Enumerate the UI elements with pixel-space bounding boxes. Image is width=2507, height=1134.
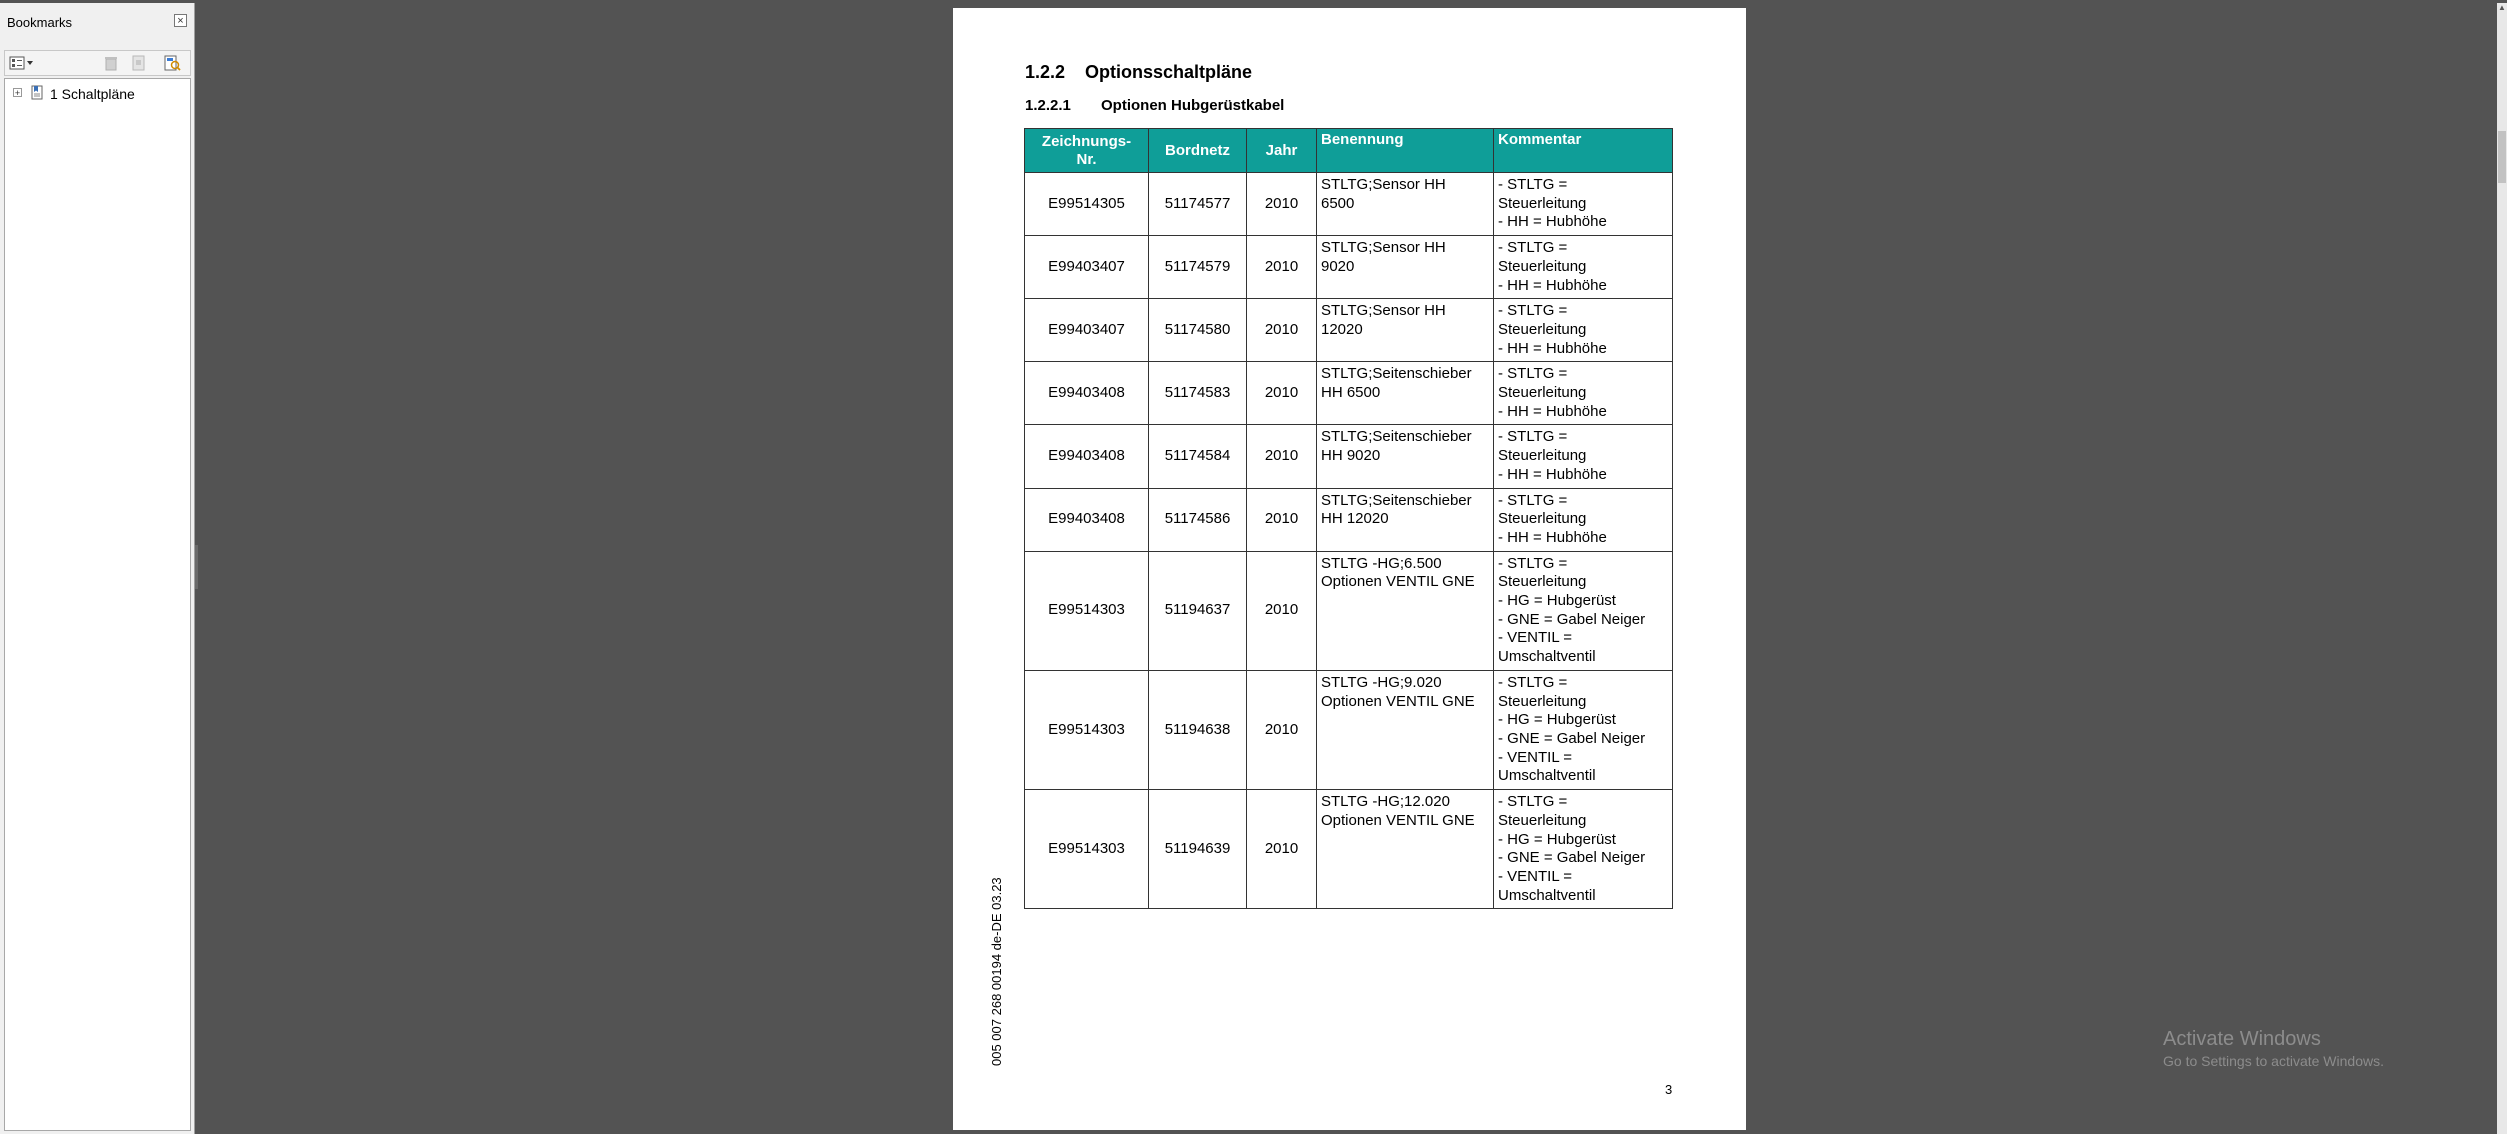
cell-kommentar xyxy=(1494,790,1673,909)
benennung-line: STLTG;Sensor HH xyxy=(1321,239,1446,257)
benennung-line: Optionen VENTIL GNE xyxy=(1321,573,1475,591)
table-body xyxy=(1025,173,1673,909)
cell-bordnetz: 51194638 xyxy=(1149,670,1247,789)
trash-icon[interactable] xyxy=(103,55,119,71)
kommentar-line: - STLTG = xyxy=(1498,365,1568,383)
bookmark-item-label: 1 Schaltpläne xyxy=(50,86,135,102)
kommentar-line: Umschaltventil xyxy=(1498,886,1596,904)
kommentar-line: Steuerleitung xyxy=(1498,447,1587,465)
cell-benennung xyxy=(1317,425,1494,488)
find-bookmark-icon[interactable] xyxy=(163,55,181,71)
kommentar-line: - HH = Hubhöhe xyxy=(1498,276,1607,294)
panel-splitter[interactable] xyxy=(195,545,198,589)
kommentar-line: - HH = Hubhöhe xyxy=(1498,213,1607,231)
section-title: Optionsschaltpläne xyxy=(1085,62,1253,82)
kommentar-line: - STLTG = xyxy=(1498,793,1568,811)
options-list-icon[interactable] xyxy=(9,55,35,71)
benennung-line: STLTG -HG;9.020 xyxy=(1321,673,1442,691)
cell-jahr: 2010 xyxy=(1247,551,1317,670)
section-number: 1.2.2 xyxy=(1025,62,1066,82)
table-row xyxy=(1025,362,1673,425)
cell-zeichnungs-nr: E99403408 xyxy=(1025,488,1149,551)
table-row xyxy=(1025,173,1673,236)
document-code: 005 007 268 00194 de-DE 03.23 xyxy=(989,877,1004,1066)
cell-jahr: 2010 xyxy=(1247,670,1317,789)
cell-zeichnungs-nr: E99403407 xyxy=(1025,236,1149,299)
cell-kommentar xyxy=(1494,551,1673,670)
kommentar-line: - STLTG = xyxy=(1498,176,1568,193)
column-header-benennung: Benennung xyxy=(1317,129,1494,173)
cell-zeichnungs-nr: E99403408 xyxy=(1025,362,1149,425)
kommentar-line: Umschaltventil xyxy=(1498,648,1596,666)
cell-jahr: 2010 xyxy=(1247,236,1317,299)
cell-bordnetz: 51174583 xyxy=(1149,362,1247,425)
benennung-line: Optionen VENTIL GNE xyxy=(1321,692,1475,710)
cell-jahr: 2010 xyxy=(1247,173,1317,236)
kommentar-line: - HG = Hubgerüst xyxy=(1498,711,1616,729)
benennung-line: STLTG;Seitenschieber xyxy=(1321,491,1472,509)
activation-watermark xyxy=(2163,1028,2384,1069)
watermark-title: Activate Windows xyxy=(2163,1028,2321,1050)
bookmarks-toolbar xyxy=(4,50,191,76)
kommentar-line: - VENTIL = xyxy=(1498,867,1573,885)
kommentar-line: Steuerleitung xyxy=(1498,257,1587,275)
cell-kommentar xyxy=(1494,425,1673,488)
expand-icon[interactable]: + xyxy=(14,88,21,98)
cell-jahr: 2010 xyxy=(1247,362,1317,425)
header-line: Nr. xyxy=(1076,150,1097,168)
scrollbar-thumb[interactable] xyxy=(2498,131,2506,183)
kommentar-line: Umschaltventil xyxy=(1498,767,1596,785)
column-header-kommentar: Kommentar xyxy=(1494,129,1673,173)
table-row xyxy=(1025,425,1673,488)
bookmark-page-icon xyxy=(31,85,45,101)
cell-benennung xyxy=(1317,299,1494,362)
cell-benennung xyxy=(1317,488,1494,551)
table-row xyxy=(1025,488,1673,551)
cell-jahr: 2010 xyxy=(1247,299,1317,362)
kommentar-line: - HG = Hubgerüst xyxy=(1498,830,1616,848)
benennung-line: 9020 xyxy=(1321,257,1355,275)
kommentar-line: Steuerleitung xyxy=(1498,194,1587,212)
kommentar-line: Steuerleitung xyxy=(1498,811,1587,829)
kommentar-line: Steuerleitung xyxy=(1498,573,1587,591)
kommentar-line: Steuerleitung xyxy=(1498,692,1587,710)
kommentar-line: Steuerleitung xyxy=(1498,384,1587,402)
kommentar-line: - GNE = Gabel Neiger xyxy=(1498,849,1646,867)
kommentar-line: - STLTG = xyxy=(1498,673,1568,691)
kommentar-line: - STLTG = xyxy=(1498,239,1568,257)
new-bookmark-icon[interactable] xyxy=(131,55,147,71)
kommentar-line: - STLTG = xyxy=(1498,554,1568,572)
kommentar-line: - VENTIL = xyxy=(1498,629,1573,647)
benennung-line: STLTG;Sensor HH xyxy=(1321,176,1446,193)
cell-zeichnungs-nr: E99514303 xyxy=(1025,790,1149,909)
page-number: 3 xyxy=(1665,1082,1673,1097)
kommentar-line: Steuerleitung xyxy=(1498,320,1587,338)
subsection-title: Optionen Hubgerüstkabel xyxy=(1101,97,1285,114)
vertical-scrollbar[interactable] xyxy=(2497,3,2507,1134)
cell-bordnetz: 51174579 xyxy=(1149,236,1247,299)
kommentar-line: - HH = Hubhöhe xyxy=(1498,528,1607,546)
cell-zeichnungs-nr: E99514303 xyxy=(1025,551,1149,670)
document-page xyxy=(953,8,1746,1130)
kommentar-line: - HH = Hubhöhe xyxy=(1498,402,1607,420)
cell-bordnetz: 51194639 xyxy=(1149,790,1247,909)
close-panel-button[interactable]: × xyxy=(174,14,187,27)
column-header-jahr: Jahr xyxy=(1247,129,1317,173)
bookmarks-panel xyxy=(0,3,195,1134)
cell-bordnetz: 51174586 xyxy=(1149,488,1247,551)
cell-zeichnungs-nr: E99514303 xyxy=(1025,670,1149,789)
column-header-zeichnungs-nr xyxy=(1025,129,1149,173)
benennung-line: HH 6500 xyxy=(1321,384,1381,402)
benennung-line: HH 12020 xyxy=(1321,510,1389,528)
table-row xyxy=(1025,790,1673,909)
table-row xyxy=(1025,236,1673,299)
cell-bordnetz: 51174577 xyxy=(1149,173,1247,236)
table-row xyxy=(1025,670,1673,789)
cell-benennung xyxy=(1317,236,1494,299)
benennung-line: HH 9020 xyxy=(1321,447,1381,465)
table-row xyxy=(1025,551,1673,670)
cell-bordnetz: 51194637 xyxy=(1149,551,1247,670)
cell-benennung xyxy=(1317,551,1494,670)
cell-kommentar xyxy=(1494,236,1673,299)
benennung-line: STLTG;Seitenschieber xyxy=(1321,428,1472,446)
kommentar-line: - HH = Hubhöhe xyxy=(1498,339,1607,357)
kommentar-line: Steuerleitung xyxy=(1498,510,1587,528)
cell-kommentar xyxy=(1494,173,1673,236)
subsection-number: 1.2.2.1 xyxy=(1025,97,1071,114)
wiring-diagram-table xyxy=(1024,128,1673,909)
subsection-heading xyxy=(1025,97,1284,114)
table-header-row xyxy=(1025,129,1673,173)
cell-kommentar xyxy=(1494,670,1673,789)
scroll-up-icon[interactable]: ▲ xyxy=(2498,3,2506,12)
bookmarks-panel-title: Bookmarks xyxy=(7,15,73,30)
cell-jahr: 2010 xyxy=(1247,425,1317,488)
benennung-line: STLTG -HG;12.020 xyxy=(1321,793,1450,811)
benennung-line: 6500 xyxy=(1321,194,1355,212)
cell-bordnetz: 51174584 xyxy=(1149,425,1247,488)
cell-jahr: 2010 xyxy=(1247,790,1317,909)
bookmarks-panel-header xyxy=(0,3,195,43)
cell-benennung xyxy=(1317,790,1494,909)
cell-bordnetz: 51174580 xyxy=(1149,299,1247,362)
cell-zeichnungs-nr: E99403407 xyxy=(1025,299,1149,362)
cell-zeichnungs-nr: E99514305 xyxy=(1025,173,1149,236)
kommentar-line: - HH = Hubhöhe xyxy=(1498,465,1607,483)
cell-benennung xyxy=(1317,362,1494,425)
cell-kommentar xyxy=(1494,488,1673,551)
column-header-bordnetz: Bordnetz xyxy=(1149,129,1247,173)
header-line: Zeichnungs- xyxy=(1041,132,1132,150)
cell-kommentar xyxy=(1494,362,1673,425)
benennung-line: STLTG -HG;6.500 xyxy=(1321,554,1442,572)
benennung-line: Optionen VENTIL GNE xyxy=(1321,811,1475,829)
kommentar-line: - STLTG = xyxy=(1498,428,1568,446)
table-row xyxy=(1025,299,1673,362)
bookmarks-tree xyxy=(4,78,191,1131)
benennung-line: 12020 xyxy=(1321,320,1363,338)
kommentar-line: - HG = Hubgerüst xyxy=(1498,592,1616,610)
kommentar-line: - STLTG = xyxy=(1498,302,1568,320)
kommentar-line: - GNE = Gabel Neiger xyxy=(1498,610,1646,628)
kommentar-line: - VENTIL = xyxy=(1498,748,1573,766)
watermark-subtitle: Go to Settings to activate Windows. xyxy=(2163,1053,2384,1069)
cell-kommentar xyxy=(1494,299,1673,362)
benennung-line: STLTG;Sensor HH xyxy=(1321,302,1446,320)
cell-jahr: 2010 xyxy=(1247,488,1317,551)
kommentar-line: - GNE = Gabel Neiger xyxy=(1498,729,1646,747)
cell-benennung xyxy=(1317,670,1494,789)
cell-zeichnungs-nr: E99403408 xyxy=(1025,425,1149,488)
benennung-line: STLTG;Seitenschieber xyxy=(1321,365,1472,383)
cell-benennung xyxy=(1317,173,1494,236)
kommentar-line: - STLTG = xyxy=(1498,491,1568,509)
section-heading xyxy=(1025,62,1252,83)
